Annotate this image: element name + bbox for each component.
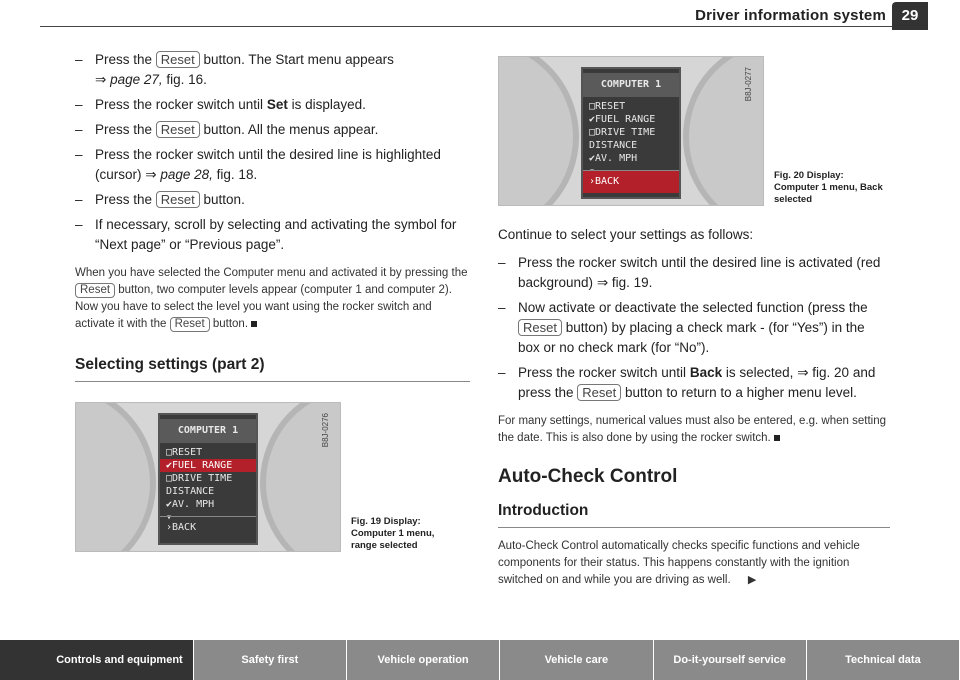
- right-step-2: – Now activate or deactivate the selected function (press the Reset button) by placing a check mark - (for “Yes”) in the box or no check mark (for “No”).: [498, 298, 890, 358]
- step-2: – Press the rocker switch until Set is displayed.: [75, 95, 470, 115]
- fig-ref[interactable]: fig. 19.: [611, 275, 653, 290]
- reset-key: Reset: [518, 319, 562, 336]
- display-line: □RESET: [589, 101, 626, 112]
- display-back-selected: ›BACK: [583, 170, 679, 193]
- reset-key: Reset: [156, 121, 200, 138]
- display-line: ✔AV. MPH: [589, 153, 638, 164]
- next-page-icon[interactable]: ▶: [747, 574, 757, 586]
- figure-20: [498, 56, 890, 221]
- end-mark: [774, 435, 780, 441]
- footer-nav: [0, 640, 960, 680]
- end-mark: [251, 321, 257, 327]
- right-step-1: – Press the rocker switch until the desired line is activated (red background) ⇒ fig. 19.: [498, 253, 890, 293]
- fig20-code: B8J-0277: [744, 67, 753, 102]
- display-back: ›BACK: [160, 516, 256, 539]
- tab-vehicle-care[interactable]: Vehicle care: [500, 640, 653, 680]
- introduction-paragraph: Auto-Check Control automatically checks specific functions and vehicle components for their status. This happens constantly with the ignition switched on and while you are driving as well. ▶: [498, 538, 890, 589]
- down-arrow-icon: ▾: [166, 512, 173, 523]
- fig20-photo: [498, 56, 764, 206]
- gauge-left: [498, 56, 579, 206]
- display-line: ✔FUEL RANGE: [589, 114, 656, 125]
- display-line: ✔AV. MPH: [166, 499, 215, 510]
- fig19-display: [158, 413, 258, 545]
- step-5: – Press the Reset button.: [75, 190, 470, 210]
- step-6: – If necessary, scroll by selecting and activating the symbol for “Next page” or “Previous page”.: [75, 215, 470, 255]
- settings-note: For many settings, numerical values must also be entered, e.g. when setting the date. This is also done by using the rocker switch.: [498, 415, 887, 444]
- reset-key: Reset: [577, 384, 621, 401]
- display-line: DISTANCE: [589, 140, 638, 151]
- display-header: COMPUTER 1: [160, 419, 256, 443]
- display-line: □RESET: [166, 447, 203, 458]
- figure-19: [75, 402, 470, 567]
- display-line: □DRIVE TIME: [589, 127, 656, 138]
- tab-technical-data[interactable]: Technical data: [807, 640, 960, 680]
- gauge-left: [75, 402, 156, 552]
- step-1: – Press the Reset button. The Start menu appears ⇒ page 27, fig. 16.: [75, 50, 470, 90]
- fig20-display: [581, 67, 681, 199]
- subheading-selecting-settings: Selecting settings (part 2): [75, 355, 470, 382]
- fig19-code: B8J-0276: [321, 413, 330, 448]
- reset-key: Reset: [75, 283, 115, 298]
- fig20-caption: Fig. 20 Display: Computer 1 menu, Back selected: [774, 170, 883, 205]
- page-ref[interactable]: page 27,: [110, 72, 163, 87]
- page-number: 29: [892, 2, 928, 30]
- display-header: COMPUTER 1: [583, 73, 679, 97]
- tab-safety-first[interactable]: Safety first: [194, 640, 347, 680]
- tab-controls-equipment[interactable]: Controls and equipment: [0, 640, 194, 680]
- subheading-introduction: Introduction: [498, 501, 890, 528]
- step-3: – Press the Reset button. All the menus appear.: [75, 120, 470, 140]
- display-line: □DRIVE TIME: [166, 473, 233, 484]
- section-title: Driver information system: [695, 7, 886, 24]
- left-column: [75, 50, 470, 567]
- tab-diy-service[interactable]: Do-it-yourself service: [654, 640, 807, 680]
- tab-vehicle-operation[interactable]: Vehicle operation: [347, 640, 500, 680]
- header-rule: [40, 26, 920, 27]
- reset-key: Reset: [156, 191, 200, 208]
- heading-auto-check: Auto-Check Control: [498, 466, 678, 487]
- page-ref[interactable]: page 28,: [160, 167, 213, 182]
- step-4: – Press the rocker switch until the desired line is highlighted (cursor) ⇒ page 28, fig. 18.: [75, 145, 470, 185]
- right-step-3: – Press the rocker switch until Back is selected, ⇒ fig. 20 and press the Reset button to return to a higher menu level.: [498, 363, 890, 403]
- note-paragraph: When you have selected the Computer menu and activated it by pressing the Reset button, two computer levels appear (computer 1 and computer 2). Now you have to select the level you want using the rocker switch and activate it with the Reset button.: [75, 267, 468, 330]
- reset-key: Reset: [170, 317, 210, 332]
- display-line: DISTANCE: [166, 486, 215, 497]
- right-column: [498, 50, 890, 589]
- display-line-selected: ✔FUEL RANGE: [160, 459, 256, 472]
- reset-key: Reset: [156, 51, 200, 68]
- fig19-caption: Fig. 19 Display: Computer 1 menu, range selected: [351, 516, 435, 551]
- fig19-photo: [75, 402, 341, 552]
- fig-ref[interactable]: fig. 20: [812, 365, 850, 380]
- intro-line: Continue to select your settings as follows:: [498, 227, 754, 242]
